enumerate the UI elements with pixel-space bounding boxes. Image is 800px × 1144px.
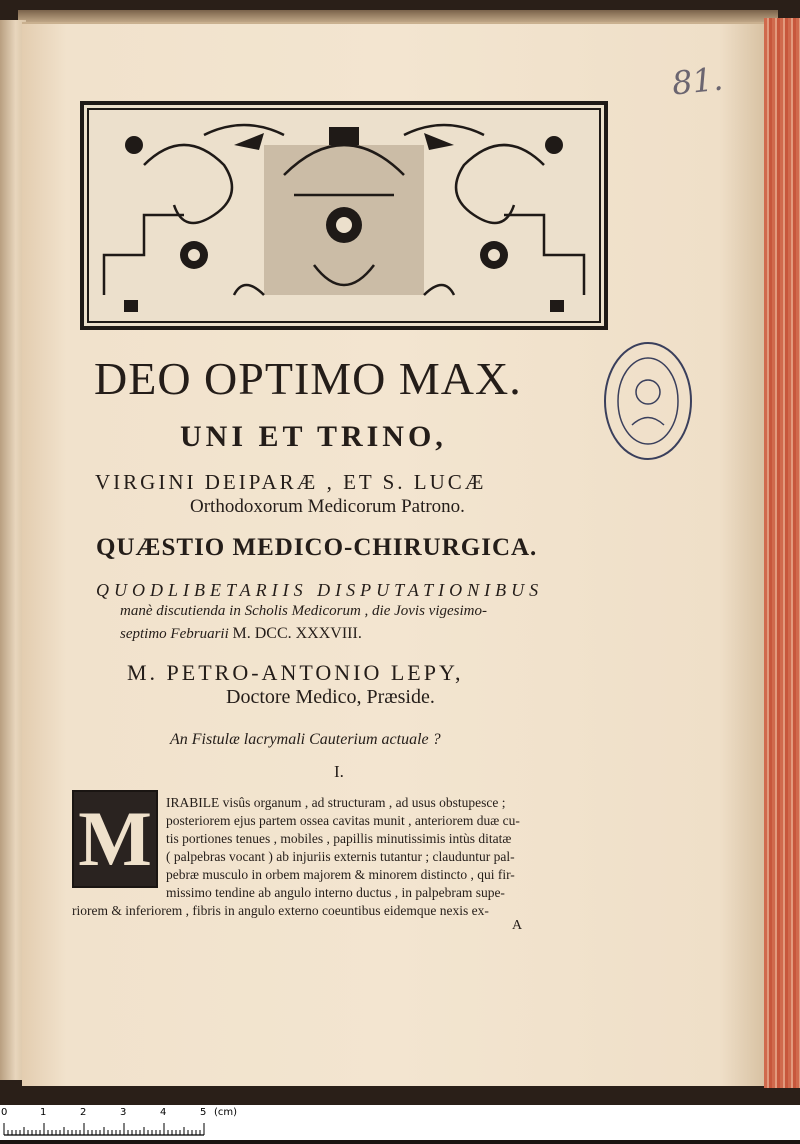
body-line: tis portiones tenues , mobiles , papillis minutissimis intùs ditatæ [166,831,512,846]
body-line: pebræ musculo in orbem majorem & minorem distincto , qui fir- [166,867,515,882]
date-line-1: manè discutienda in Scholis Medicorum , die Jovis vigesimo- [120,603,488,619]
quaestio-heading: QUÆSTIO MEDICO-CHIRURGICA. [96,534,538,561]
thesis-question: An Fistulæ lacrymali Cauterium actuale ? [170,731,441,748]
date-year: M. DCC. XXXVIII. [232,625,362,642]
dedication-uni: UNI ET TRINO, [180,420,447,453]
body-line: posteriorem ejus partem ossea cavitas munit , anteriorem duæ cu- [166,813,520,828]
ruler-label: 1 [40,1107,47,1118]
praeses-title: Doctore Medico, Præside. [226,686,435,708]
library-stamp [602,340,694,462]
date-septimo: septimo Februarii [120,626,229,642]
ruler-unit: (cm) [214,1107,238,1118]
scale-ruler [0,1105,800,1140]
praeses-name: M. PETRO-ANTONIO LEPY, [127,660,464,685]
date-line-2 [120,625,362,643]
section-number: I. [334,762,344,781]
dedication-virgini: VIRGINI DEIPARÆ , ET S. LUCÆ [95,470,487,494]
ruler-label: 4 [160,1107,167,1118]
decorated-initial [72,790,158,888]
quodlibet-line: QUODLIBETARIIS DISPUTATIONIBUS [96,580,544,600]
body-line: riorem & inferiorem , fibris in angulo externo coeuntibus eidemque nexis ex- [72,903,489,918]
dedication-patrono: Orthodoxorum Medicorum Patrono. [190,496,465,517]
body-line: ( palpebras vocant ) ab injuriis externis tutantur ; clauduntur pal- [166,849,515,864]
body-line: IRABILE visûs organum , ad structuram , ad usus obstupesce ; [166,795,506,810]
woodcut-headpiece [80,101,608,330]
ruler-label: 0 [1,1107,8,1118]
body-line: missimo tendine ab angulo interno ductus , in palpebram supe- [166,885,505,900]
headpiece-illustration [84,105,604,326]
stamp-oval-icon [602,340,694,462]
folio-number: 81. [670,59,725,103]
ruler-label: 3 [120,1107,127,1118]
ruler-label: 5 [200,1107,207,1118]
ruler-label: 2 [80,1107,87,1118]
signature-mark: A [512,918,523,933]
fore-edge-red [764,18,800,1088]
initial-letter: M [78,795,152,882]
dedication-deo: DEO OPTIMO MAX. [94,353,522,404]
